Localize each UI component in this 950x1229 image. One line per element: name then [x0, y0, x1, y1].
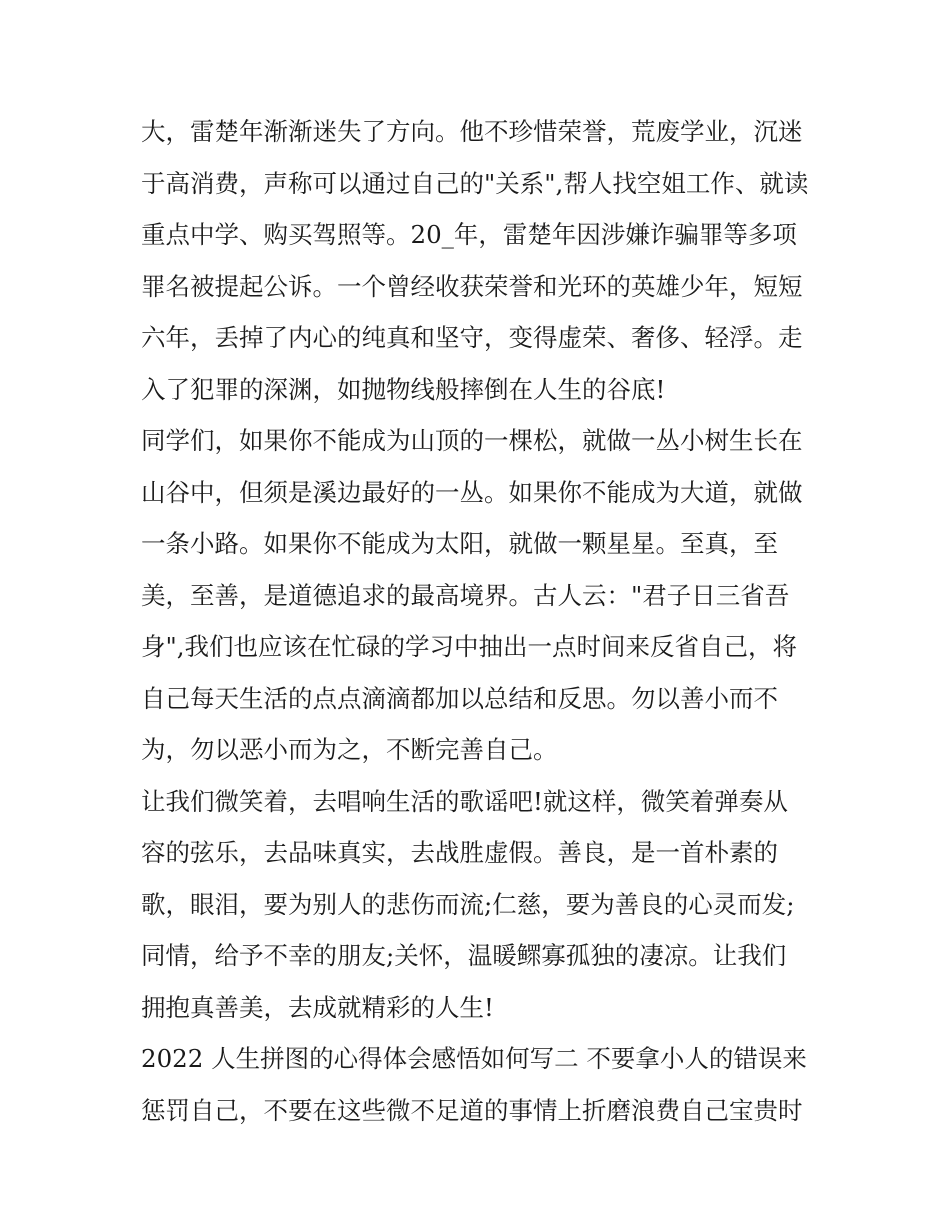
- text-line: 同情，给予不幸的朋友;关怀，温暖鳏寡孤独的凄凉。让我们: [141, 941, 787, 970]
- text-line: 一条小路。如果你不能成为太阳，就做一颗星星。至真，至: [141, 529, 778, 558]
- text-line: 让我们微笑着，去唱响生活的歌谣吧!就这样，微笑着弹奏从: [141, 786, 788, 816]
- text-line: 身",我们也应该在忙碌的学习中抽出一点时间来反省自己，将: [141, 632, 798, 661]
- text-line: 歌，眼泪，要为别人的悲伤而流;仁慈，要为善良的心灵而发;: [141, 889, 795, 919]
- text-line: 入了犯罪的深渊，如抛物线般摔倒在人生的谷底!: [141, 374, 666, 404]
- text-line: 同学们，如果你不能成为山顶的一棵松，就做一丛小树生长在: [141, 426, 803, 455]
- text-line: 于高消费，声称可以通过自己的"关系",帮人找空姐工作、就读: [141, 168, 809, 198]
- text-line: 惩罚自己，不要在这些微不足道的事情上折磨浪费自己宝贵时: [141, 1095, 803, 1125]
- text-line: 罪名被提起公诉。一个曾经收获荣誉和光环的英雄少年，短短: [141, 271, 803, 301]
- text-line: 容的弦乐，去品味真实，去战胜虚假。善良，是一首朴素的: [141, 838, 778, 867]
- text-line: 大，雷楚年渐渐迷失了方向。他不珍惜荣誉，荒废学业，沉迷: [141, 117, 803, 146]
- text-line: 美，至善，是道德追求的最高境界。古人云："君子日三省吾: [141, 580, 790, 610]
- text-line: 为，勿以恶小而为之，不断完善自己。: [141, 735, 558, 764]
- body-text: [141, 106, 821, 1136]
- text-line: 山谷中，但须是溪边最好的一丛。如果你不能成为大道，就做: [141, 477, 803, 507]
- text-line: 拥抱真善美，去成就精彩的人生!: [141, 992, 494, 1022]
- text-line: 2022 人生拼图的心得体会感悟如何写二 不要拿小人的错误来: [141, 1044, 807, 1073]
- text-line: 自己每天生活的点点滴滴都加以总结和反思。勿以善小而不: [141, 683, 778, 713]
- text-line: 六年，丢掉了内心的纯真和坚守，变得虚荣、奢侈、轻浮。走: [141, 323, 803, 352]
- text-line: 重点中学、购买驾照等。20_年，雷楚年因涉嫌诈骗罪等多项: [141, 220, 797, 249]
